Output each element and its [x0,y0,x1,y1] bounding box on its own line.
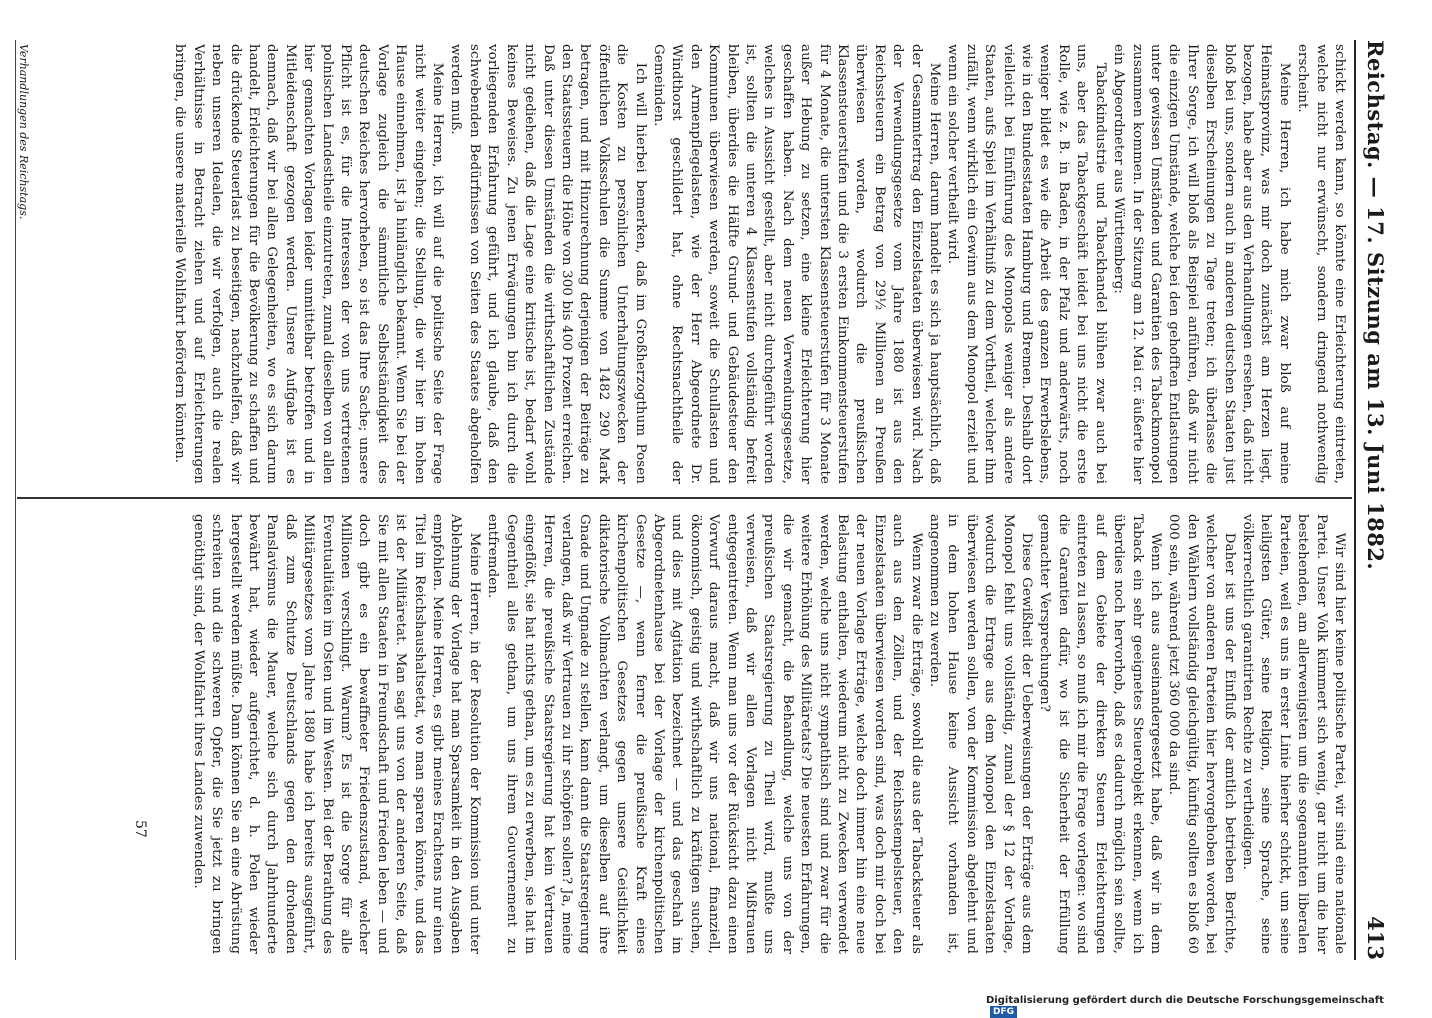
header-rule [1354,40,1356,960]
paragraph: Meine Herren, ich habe mich zwar bloß auf meine Heimatsprovinz, was mir doch zunächst am Herzen liegt, bezogen, habe aber aus den Verhandlungen ersehen, daß nicht bloß bei uns, sondern auch in anderen deutschen Staaten just dieselben Erscheinungen zu Tage treten; ich überlasse die Ihrer Sorge, ich will bloß als Beispiel anführen, daß wir nicht die einzigen Umstände, welche bei den gehofften Entlastungen unter gewissen Umständen und Garantien des Tabackmonopol zusammen kommen. In der Sitzung am 12. Mai cr. äußerte hier ein Abgeordneter aus Württemberg: [1111,44,1292,484]
paragraph: Wenn zwar die Erträge, sowohl die aus der Tabacksteuer als auch aus den Zöllen, und der Reichsstempelsteuer, den Einzelstaaten überwiesen worden sind, was doch mir doch bei der neuen Vorlage Erträge, welche doch immer hin eine neue Belastung enthalten, wiederum nicht zu Zwecken verwendet werden, welche uns nicht sympathisch sind und zwar für die weitere Erhöhung des Militäretats? Die neuesten Erfahrungen, die wir gemacht, die Behandlung, welche uns von der preußischen Staatsregierung zu Theil wird, mußte uns verweisen, daß wir allen Vorlagen nicht Mißtrauen entgegentreten. Wenn man uns vor der Rücksicht dazu einen Vorwurf daraus macht, daß wir uns national, finanziell, ökonomisch, geistig und wirthschaftlich zu kräftigen suchen, und dies mit Agitation bezeichnet — und das geschah im Abgeordnetenhause bei der Vorlage der kirchenpolitischen Gesetze —, wenn ferner die preußische Kraft eines kirchenpolitischen Gesetzes gegen unsere Geistlichkeit diktatorische Vollmachten verlangt, um dieselben auf ihre Gnade und Ungnade zu stellen, kann dann die Staatsregierung verlangen, daß wir Vertrauen zu ihr schöpfen sollen? Ja, meine Herren, die preußische Staatsregierung hat kein Vertrauen eingeflößt, sie hat nichts gethan, um es zu erwerben, sie hat im Gegentheil alles gethan, um uns ihrem Gouvernement zu entfremden. [485,514,924,954]
paragraph: schickt werden kann, so könnte eine Erleichterung eintreten, welche nicht nur erwünscht, sondern dringend nothwendig erscheint. [1295,44,1347,484]
digitization-credit [986,995,1386,1018]
digitization-credit-text: Digitalisierung gefördert durch die Deutsche Forschungsgemeinschaft [986,995,1384,1006]
sheet-signature: 57 [132,820,148,838]
paragraph: Diese Gewißheit der Ueberweisungen der Erträge aus dem Monopol fehlt uns vollständig, zumal der § 12 der Vorlage, wodurch die Ertrage aus dem Monopol den Einzelstaaten überwiesen werden sollen, von der Kommission abgelehnt und in dem hohen Hause keine Aussicht vorhanden ist, angenommen zu werden. [927,514,1035,954]
right-text-column [18,514,1348,954]
paragraph: Wir sind hier keine politische Partei, wir sind eine nationale Partei. Unser Volk kümmert sich wenig, gar nicht um die hier bestehenden, am allerwenigsten um die sogenannten liberalen Parteien, weil es uns in erster Linie hierher schickt, um seine heiligsten Güter, seine Religion, seine Sprache, seine völkerrechtlich garantirten Rechte zu vertheidigen. [1239,514,1347,954]
bottom-rule [15,40,16,960]
footnote: Verhandlungen des Reichstags. [17,44,30,220]
paragraph: Meine Herren, ich will auf die politische Seite der Frage nicht weiter eingehen; die Stellung, die wir hier im hohen Hause einnehmen, ist ja hinlänglich bekannt. Wenn Sie bei der Vorlage zugleich die sämmtliche Selbstständigkeit des deutschen Reiches hervorheben, so ist das Ihre Sache; unsere Pflicht ist es, für die Interessen der von uns vertretenen polnischen Landestheile einzutreten, zumal dieselben von allen hier gemachten Vorlagen leider unmittelbar betroffen und in Mitleidenschaft gezogen werden. Unsere Aufgabe ist es demnach, daß wir bei allen Gelegenheiten, wo es sich darum handelt, Erleichterungen für die Bevölkerung zu schaffen und die drückende Steuerlast zu beseitigen, nachzuhelfen, daß wir neben unseren Idealen, die wir verfolgen, auch die realen Verhältnisse in Betracht ziehen und auf Erleichterungen bringen, die unsere materielle Wohlfahrt befördern könnten. [172,44,446,484]
paragraph: Meine Herren, darum handelt es sich ja hauptsächlich, daß der Gesammtertrag den Einzelstaaten überwiesen wird. Nach der Verwendungsgesetze vom Jahre 1880 ist aus den Reichssteuern ein Betrag von 29½ Millionen an Preußen überwiesen worden, wodurch die preußischen Klassensteuerstufen und die 3 ersten Einkommensteuerstufen für 4 Monate, die untersten Klassensteuerstufen für 3 Monate außer Hebung zu setzen, eine kleine Erleichterung hier geschaffen haben. Nach dem neuen Verwendungsgesetze, welches in Aussicht gestellt, aber nicht durchgeführt worden ist, sollten die unteren 4 Klassenstufen vollständig befreit bleiben, überdies die Hälfte Grund- und Gebäudesteuer den Kommunen überwiesen werden, soweit die Schullasten und den Armenpflegelasten, wie der Herr Abgeordnete Dr. Windthorst geschildert hat, ohne Rechtsnachtheile der Gemeinden. [650,44,943,484]
paragraph: Wenn ich aus auseinandergesetzt habe, daß wir in dem Taback ein sehr geeignetes Steuerobjekt erkennen, wenn ich überdies noch hervorhob, daß es dadurch möglich sein sollte, auf dem Gebiete der direkten Steuern Erleichterungen eintreten zu lassen, so muß ich mir die Frage vorlegen: wo sind die Garantien dafür, wo ist die Sicherheit der Erfüllung gemachter Versprechungen? [1037,514,1163,954]
dfg-logo: DFG [990,1006,1017,1018]
left-text-column [18,44,1348,484]
page-number: 413 [1363,916,1388,960]
column-divider [17,497,1352,499]
paragraph: Ich will hierbei bemerken, daß im Großherzogthum Posen die Kosten zu persönlichen Unterhaltungszwecken der öffentlichen Volksschulen die Summe von 1482 290 Mark betragen, und mit Hinzurechnung derjenigen der Beiträge zu den Staatssteuern die Höhe von 300 bis 400 Prozent erreichen. Daß unter diesen Umständen die wirthschaftlichen Zustände nicht gediehen, daß die Lage eine kritische ist, bedarf wohl keines Beweises. Zu jenen Erwägungen bin ich durch die vorliegenden Erfahrung geführt, und ich glaube, daß den schwebenden Bedürfnissen von Seiten des Staates abgeholfen werden muß. [448,44,648,484]
page-header [1354,40,1394,960]
paragraph: Meine Herren, in der Resolution der Kommission und unter Ablehnung der Vorlage hat man Sparsamkeit in den Ausgaben empfohlen. Meine Herren, es gibt meines Erachtens nur einen Titel im Reichshaushaltsetat, wo man sparen könnte, und das ist der Militäretat. Man sagt uns von der anderen Seite, daß Sie mit allen Staaten in Freundschaft und Frieden leben — und doch gibt es ein bewaffneter Friedenszustand, welcher Millionen verschlingt. Warum? Es ist die Sorge für alle Eventualitäten im Osten und im Westen. Bei der Berathung des Militärgesetzes vom Jahre 1880 habe ich bereits ausgeführt, daß zum Schutze Deutschlands gegen den drohenden Panslavismus die Mauer, welche sich durch Jahrhunderte bewährt hat, wieder aufgerichtet, d. h. Polen wieder hergestellt werden müßte. Dann können Sie an eine Abrüstung schreiten und die schweren Opfer, die Sie jetzt zu bringen genöthigt sind, der Wohlfahrt ihres Landes zuwenden. [190,514,482,954]
paragraph: Daher ist uns der Einfluß der amtlich betrieben Berichte, welcher von anderen Parteien hier hervorgehoben worden, bei den Wählern vollständig gleichgültig, künftig sollten es bloß 60 000 sein, während jetzt 360 000 da sind. [1166,514,1237,954]
paragraph: Tabackindustrie und Tabackhandel blühen zwar auch bei uns, aber das Tabackgeschäft leidet bei uns nicht die erste Rolle, wie z. B. in Baden, in der Pfalz und anderwärts, noch weniger bildet es wie die Arbeit des ganzen Erwerbslebens, wie in den Bundesstaaten Hamburg und Bremen. Deshalb dort vielleicht bei Einführung des Monopols weniger als andere Staaten, aufs Spiel im Verhältniß zu dem Vortheil, welcher ihm zufällt, wenn wirklich ein Gewinn aus dem Monopol erzielt und wenn ein solcher vertheilt wird. [945,44,1108,484]
running-title: Reichstag. — 17. Sitzung am 13. Juni 1882. [1363,40,1388,571]
